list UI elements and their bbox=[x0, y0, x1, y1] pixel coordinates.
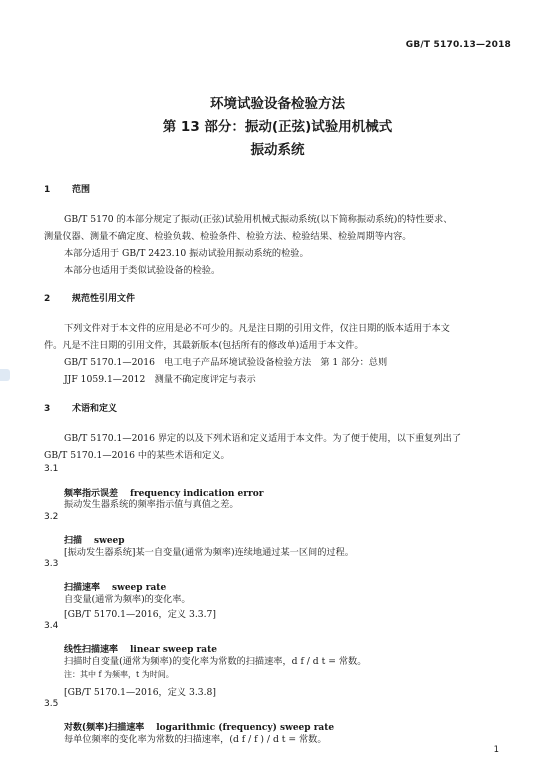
paragraph-line: GB/T 5170.1—2016 界定的以及下列术语和定义适用于本文件。为了便于使用，以下重复列出了 bbox=[64, 433, 462, 444]
term-definition: 扫描时自变量(通常为频率)的变化率为常数的扫描速率，d f / d t = 常数。 bbox=[64, 656, 367, 667]
document-title-line-2: 第 13 部分：振动(正弦)试验用机械式 bbox=[162, 119, 393, 135]
section-title: 术语和定义 bbox=[72, 404, 118, 414]
section-heading-scope bbox=[44, 182, 90, 195]
section-heading-normative-references bbox=[44, 291, 135, 304]
reference-item: JJF 1059.1—2012 测量不确定度评定与表示 bbox=[64, 374, 256, 385]
section-title: 规范性引用文件 bbox=[72, 294, 136, 304]
term-chinese: 频率指示误差 bbox=[64, 489, 119, 499]
term-number: 3.2 bbox=[44, 512, 59, 522]
section-number: 2 bbox=[44, 294, 51, 304]
section-number: 1 bbox=[44, 185, 51, 195]
section-title: 范围 bbox=[72, 185, 91, 195]
paragraph-line: 本部分适用于 GB/T 2423.10 振动试验用振动系统的检验。 bbox=[64, 248, 309, 259]
term-definition: [振动发生器系统]某一自变量(通常为频率)连续地通过某一区间的过程。 bbox=[64, 547, 354, 558]
term-note: 注：其中 f 为频率，t 为时间。 bbox=[64, 670, 174, 679]
term-english: linear sweep rate bbox=[130, 645, 217, 655]
term-english: frequency indication error bbox=[130, 489, 264, 499]
paragraph-line: 测量仪器、测量不确定度、检验负载、检验条件、检验方法、检验结果、检验周期等内容。 bbox=[44, 231, 412, 242]
term-chinese: 扫描 bbox=[64, 536, 83, 546]
page-number: 1 bbox=[493, 745, 499, 755]
term-chinese: 扫描速率 bbox=[64, 583, 101, 593]
term-number: 3.4 bbox=[44, 621, 59, 631]
paragraph-line: GB/T 5170 的本部分规定了振动(正弦)试验用机械式振动系统(以下简称振动系统)的特性要求、 bbox=[64, 214, 453, 225]
document-title-line-3: 振动系统 bbox=[250, 142, 305, 158]
term-english: logarithmic (frequency) sweep rate bbox=[156, 723, 335, 733]
term-source-reference: [GB/T 5170.1—2016，定义 3.3.8] bbox=[64, 687, 216, 698]
term-source-reference: [GB/T 5170.1—2016，定义 3.3.7] bbox=[64, 609, 216, 620]
term-english: sweep rate bbox=[112, 583, 167, 593]
paragraph-line: GB/T 5170.1—2016 中的某些术语和定义。 bbox=[44, 450, 230, 461]
paragraph-line: 下列文件对于本文件的应用是必不可少的。凡是注日期的引用文件，仅注日期的版本适用于本文 bbox=[64, 323, 450, 334]
term-number: 3.3 bbox=[44, 559, 59, 569]
paragraph-line: 本部分也适用于类似试验设备的检验。 bbox=[64, 265, 221, 276]
term-chinese: 线性扫描速率 bbox=[64, 645, 119, 655]
term-chinese: 对数(频率)扫描速率 bbox=[64, 723, 145, 733]
document-title-line-1: 环境试验设备检验方法 bbox=[210, 96, 345, 112]
section-number: 3 bbox=[44, 404, 51, 414]
term-definition: 振动发生器系统的频率指示值与真值之差。 bbox=[64, 499, 239, 510]
term-number: 3.1 bbox=[44, 464, 59, 474]
term-english: sweep bbox=[94, 536, 125, 546]
standard-number-header: GB/T 5170.13—2018 bbox=[405, 40, 511, 50]
paragraph-line: 件。凡是不注日期的引用文件，其最新版本(包括所有的修改单)适用于本文件。 bbox=[44, 340, 364, 351]
reference-item: GB/T 5170.1—2016 电工电子产品环境试验设备检验方法 第 1 部分：总则 bbox=[64, 357, 388, 368]
term-definition: 自变量(通常为频率)的变化率。 bbox=[64, 594, 191, 605]
term-definition: 每单位频率的变化率为常数的扫描速率，(d f / f ) / d t = 常数。 bbox=[64, 734, 327, 745]
term-number: 3.5 bbox=[44, 699, 59, 709]
margin-marker bbox=[0, 369, 10, 381]
section-heading-terms-definitions bbox=[44, 401, 117, 414]
